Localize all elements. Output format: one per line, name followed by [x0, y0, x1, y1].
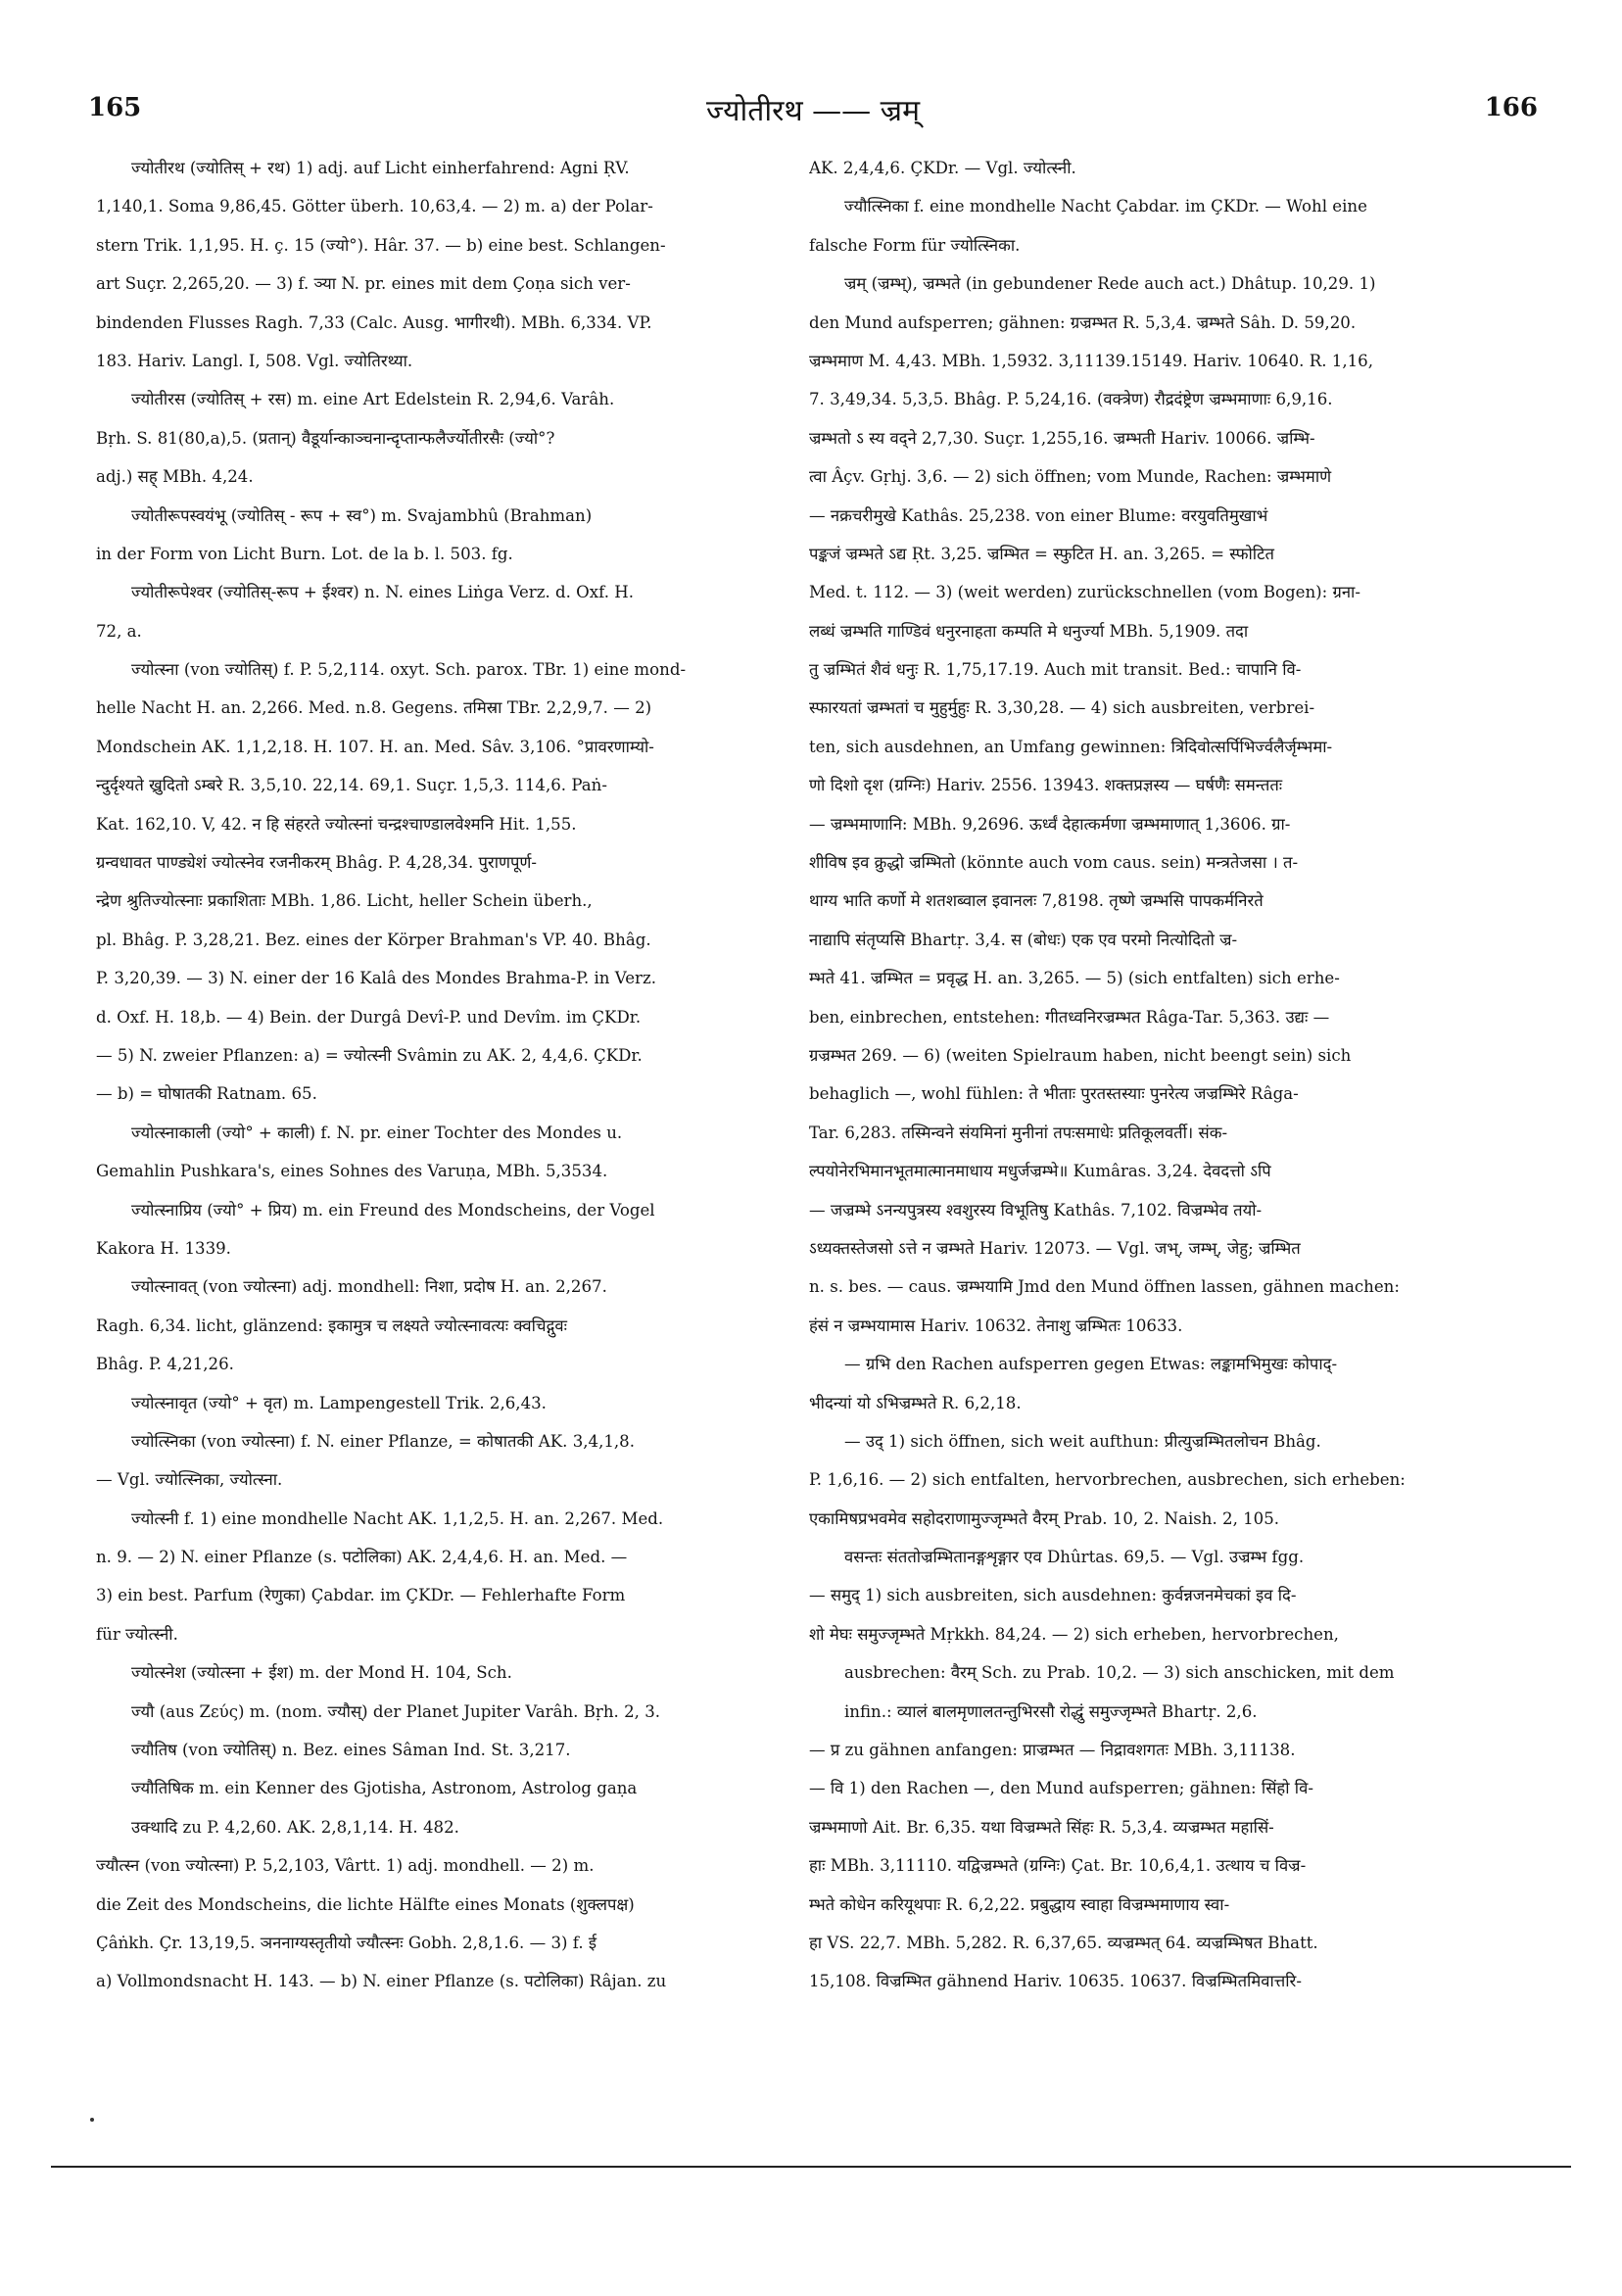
text-line: P. 1,6,16. — 2) sich entfalten, hervorbrechen, ausbrechen, sich erheben:: [809, 1470, 1406, 1490]
text-line: नाद्यापि संतृप्यसि Bhartṛ. 3,4. स (बोधः) एक एव परमो नित्योदितो ज्र-: [809, 930, 1238, 949]
text-line: ज्योत्स्नावत् (von ज्योत्स्ना) adj. mondhell: निशा, प्रदोष H. an. 2,267.: [131, 1277, 607, 1297]
text-line: ज्योत्स्नेश (ज्योत्स्ना + ईश) m. der Mond H. 104, Sch.: [131, 1663, 512, 1683]
text-line: ज्यौ (aus Ζεύς) m. (nom. ज्यौस्) der Planet Jupiter Varâh. Bṛh. 2, 3.: [131, 1701, 661, 1721]
right-column: [809, 149, 1504, 2001]
text-line: — समुद् 1) sich ausbreiten, sich ausdehnen: कुर्वन्नजनमेचकां इव दि-: [809, 1586, 1297, 1605]
text-line: n. s. bes. — caus. ज्रम्भयामि Jmd den Mund öffnen lassen, gähnen machen:: [809, 1277, 1400, 1297]
text-line: शो मेघः समुज्जृम्भते Mṛkkh. 84,24. — 2) sich erheben, hervorbrechen,: [809, 1624, 1339, 1644]
text-line: त्वा Âçv. Gṛhj. 3,6. — 2) sich öffnen; vom Munde, Rachen: ज्रम्भमाणे: [809, 467, 1332, 487]
text-line: न्दुर्दृश्यते ख्रुदितो ऽम्बरे R. 3,5,10. 22,14. 69,1. Suçr. 1,5,3. 114,6. Paṅ-: [96, 776, 607, 795]
text-line: 15,108. विज्रम्भित gähnend Hariv. 10635. 10637. विज्रम्भितमिवात्तरि-: [809, 1972, 1302, 1991]
text-line: 3) ein best. Parfum (रेणुका) Çabdar. im ÇKDr. — Fehlerhafte Form: [96, 1586, 626, 1605]
stray-dot: [90, 2118, 94, 2122]
text-line: behaglich —, wohl fühlen: ते भीताः पुरतस्तस्याः पुनरेत्य जज्रम्भिरे Râga-: [809, 1084, 1299, 1104]
text-line: उक्थादि zu P. 4,2,60. AK. 2,8,1,14. H. 482.: [131, 1817, 459, 1837]
text-line: den Mund aufsperren; gähnen: ग्रज्रम्भत R. 5,3,4. ज्रम्भते Sâh. D. 59,20.: [809, 312, 1357, 332]
text-line: Ragh. 6,34. licht, glänzend: इकामुत्र च लक्ष्यते ज्योत्स्नावत्यः क्वचिद्गुवः: [96, 1315, 567, 1335]
page-number-right: 166: [1484, 93, 1538, 122]
text-line: d. Oxf. H. 18,b. — 4) Bein. der Durgâ Devî-P. und Devîm. im ÇKDr.: [96, 1007, 642, 1027]
text-line: — Vgl. ज्योत्स्निका, ज्योत्स्ना.: [96, 1470, 283, 1490]
text-line: ज्योतीरथ (ज्योतिस् + रथ) 1) adj. auf Licht einherfahrend: Agni ṚV.: [131, 159, 630, 177]
text-line: art Suçr. 2,265,20. — 3) f. ञ्या N. pr. eines mit dem Çoṇa sich ver-: [96, 274, 631, 294]
text-line: ल्पयोनेरभिमानभूतमात्मानमाधाय मधुर्जज्रम्भे॥ Kumâras. 3,24. देवदत्तो ऽपि: [809, 1162, 1271, 1181]
text-line: ज्यौत्स्निका f. eine mondhelle Nacht Çabdar. im ÇKDr. — Wohl eine: [844, 197, 1367, 216]
text-line: थाग्य भाति कर्णो मे शतशब्वाल इवानलः 7,8198. तृष्णे ज्रम्भसि पापकर्मनिरते: [809, 891, 1264, 911]
text-line: ज्योत्स्नाप्रिय (ज्यो° + प्रिय) m. ein Freund des Mondscheins, der Vogel: [131, 1200, 655, 1220]
text-line: n. 9. — 2) N. einer Pflanze (s. पटोलिका) AK. 2,4,4,6. H. an. Med. —: [96, 1548, 628, 1567]
text-line: 7. 3,49,34. 5,3,5. Bhâg. P. 5,24,16. (वक्त्रेण) रौद्रदंष्ट्रेण ज्रम्भमाणाः 6,9,16.: [809, 390, 1333, 409]
text-line: adj.) सह् MBh. 4,24.: [96, 467, 254, 487]
text-line: ज्यौतिष (von ज्योतिस्) n. Bez. eines Sâman Ind. St. 3,217.: [131, 1741, 571, 1760]
text-line: एकामिषप्रभवमेव सहोदराणामुज्जृम्भते वैरम् Prab. 10, 2. Naish. 2, 105.: [809, 1508, 1280, 1528]
text-line: ज्योतीरूपेश्वर (ज्योतिस्-रूप + ईश्वर) n. N. eines Liṅga Verz. d. Oxf. H.: [131, 583, 634, 602]
text-line: हंसं न ज्रम्भयामास Hariv. 10632. तेनाशु ज्रम्भितः 10633.: [809, 1315, 1183, 1335]
text-line: — जज्रम्भे ऽनन्यपुत्रस्य श्वशुरस्य विभूतिषु Kathâs. 7,102. विज्रम्भेव तयो-: [809, 1200, 1263, 1220]
text-line: — ग्रभि den Rachen aufsperren gegen Etwas: लङ्कामभिमुखः कोपाद्-: [844, 1355, 1338, 1374]
text-line: falsche Form für ज्योत्स्निका.: [809, 235, 1021, 255]
text-line: AK. 2,4,4,6. ÇKDr. — Vgl. ज्योत्स्नी.: [809, 159, 1076, 177]
text-line: pl. Bhâg. P. 3,28,21. Bez. eines der Körper Brahman's VP. 40. Bhâg.: [96, 930, 651, 949]
text-line: लब्धं ज्रम्भति गाण्डिवं धनुरनाहता कम्पति मे धनुर्ज्या MBh. 5,1909. तदा: [809, 621, 1249, 641]
page-header: [88, 93, 1538, 142]
text-line: ben, einbrechen, entstehen: गीतध्वनिरज्रम्भत Râga-Tar. 5,363. उद्यः —: [809, 1007, 1330, 1027]
text-line: infin.: व्यालं बालमृणालतन्तुभिरसौ रोद्धुं समुज्जृम्भते Bhartṛ. 2,6.: [844, 1701, 1258, 1721]
text-line: म्भते 41. ज्रम्भित = प्रवृद्ध H. an. 3,265. — 5) (sich entfalten) sich erhe-: [809, 969, 1340, 988]
text-line: तु ज्रम्भितं शैवं धनुः R. 1,75,17.19. Auch mit transit. Bed.: चापानि वि-: [809, 660, 1302, 680]
text-line: Kakora H. 1339.: [96, 1238, 231, 1258]
text-line: ऽध्यक्तस्तेजसो ऽत्ते न ज्रम्भते Hariv. 12073. — Vgl. जभ्, जम्भ्, जेहु; ज्रम्भित: [809, 1238, 1301, 1258]
text-line: 1,140,1. Soma 9,86,45. Götter überh. 10,63,4. — 2) m. a) der Polar-: [96, 197, 653, 216]
text-line: ausbrechen: वैरम् Sch. zu Prab. 10,2. — 3) sich anschicken, mit dem: [844, 1663, 1395, 1683]
text-line: Kat. 162,10. V, 42. न हि संहरते ज्योत्स्नां चन्द्रश्चाण्डालवेश्मनि Hit. 1,55.: [96, 814, 577, 834]
text-line: P. 3,20,39. — 3) N. einer der 16 Kalâ des Mondes Brahma-P. in Verz.: [96, 969, 656, 988]
text-line: in der Form von Licht Burn. Lot. de la b. l. 503. fg.: [96, 544, 513, 563]
left-column: [96, 149, 791, 2001]
page-number-left: 165: [88, 93, 142, 122]
text-line: ज्रम्भतो ऽ स्य वद्ने 2,7,30. Suçr. 1,255,16. ज्रम्भती Hariv. 10066. ज्रम्भि-: [809, 428, 1315, 448]
text-line: a) Vollmondsnacht H. 143. — b) N. einer Pflanze (s. पटोलिका) Râjan. zu: [96, 1972, 667, 1991]
text-line: Çâṅkh. Çr. 13,19,5. ञननाग्यस्तृतीयो ज्यौत्स्नः Gobh. 2,8,1.6. — 3) f. ई: [96, 1933, 597, 1952]
text-line: ज्योतीरस (ज्योतिस् + रस) m. eine Art Edelstein R. 2,94,6. Varâh.: [131, 390, 615, 409]
text-line: हा VS. 22,7. MBh. 5,282. R. 6,37,65. व्यज्रम्भत् 64. व्यज्रम्भिषत Bhatt.: [809, 1933, 1318, 1952]
text-line: ज्यौत्स्न (von ज्योत्स्ना) P. 5,2,103, Vârtt. 1) adj. mondhell. — 2) m.: [96, 1856, 595, 1876]
text-line: Tar. 6,283. तस्मिन्वने संयमिनां मुनीनां तपःसमाधेः प्रतिकूलवर्ती। संक-: [809, 1123, 1228, 1142]
text-line: न्द्रेण श्रुतिज्योत्स्नाः प्रकाशिताः MBh. 1,86. Licht, heller Schein überh.,: [96, 891, 593, 911]
text-line: ज्योत्स्नाकाली (ज्यो° + काली) f. N. pr. einer Tochter des Mondes u.: [131, 1123, 623, 1142]
text-line: stern Trik. 1,1,95. H. ç. 15 (ज्यो°). Hâr. 37. — b) eine best. Schlangen-: [96, 235, 666, 255]
text-line: ten, sich ausdehnen, an Umfang gewinnen: त्रिदिवोत्सर्पिभिर्ज्वलैर्जृम्भमा-: [809, 737, 1333, 756]
text-line: हाः MBh. 3,11110. यद्विज्रम्भते (ग्रग्निः) Çat. Br. 10,6,4,1. उत्थाय च विज्र-: [809, 1856, 1307, 1876]
text-line: ज्योत्स्निका (von ज्योत्स्ना) f. N. einer Pflanze, = कोषातकी AK. 3,4,1,8.: [131, 1431, 636, 1451]
text-line: — वि 1) den Rachen —, den Mund aufsperren; gähnen: सिंहो वि-: [809, 1779, 1313, 1798]
text-line: ज्रम्भमाण M. 4,43. MBh. 1,5932. 3,11139.15149. Hariv. 10640. R. 1,16,: [809, 351, 1373, 370]
text-line: ज्योत्स्नावृत (ज्यो° + वृत) m. Lampengestell Trik. 2,6,43.: [131, 1393, 547, 1412]
text-line: Gemahlin Pushkara's, eines Sohnes des Varuṇa, MBh. 5,3534.: [96, 1162, 608, 1181]
text-line: Bṛh. S. 81(80,a),5. (प्रतान्) वैडूर्यान्काञ्चनान्दृप्तान्फलैर्ज्योतीरसैः (ज्यो°?: [96, 428, 555, 448]
text-line: ज्योत्स्ना (von ज्योतिस्) f. P. 5,2,114. oxyt. Sch. parox. TBr. 1) eine mond-: [131, 660, 687, 680]
text-line: für ज्योत्स्नी.: [96, 1624, 178, 1644]
text-line: म्भते कोधेन करियूथपाः R. 6,2,22. प्रबुद्धाय स्वाहा विज्रम्भमाणाय स्वा-: [809, 1894, 1230, 1914]
text-line: — 5) N. zweier Pflanzen: a) = ज्योत्स्नी Svâmin zu AK. 2, 4,4,6. ÇKDr.: [96, 1045, 643, 1065]
running-head: ज्योतीरथ —— ज्रम्: [705, 94, 921, 128]
text-line: helle Nacht H. an. 2,266. Med. n.8. Gegens. तमिस्रा TBr. 2,2,9,7. — 2): [96, 698, 652, 718]
text-line: 72, a.: [96, 621, 142, 641]
text-line: ज्योतीरूपस्वयंभू (ज्योतिस् - रूप + स्व°) m. Svajambhû (Brahman): [131, 505, 593, 525]
text-line: स्फारयतां ज्रम्भतां च मुहुर्मुहुः R. 3,30,28. — 4) sich ausbreiten, verbrei-: [809, 698, 1315, 718]
text-line: — उद् 1) sich öffnen, sich weit aufthun: प्रीत्युज्रम्भितलोचन Bhâg.: [844, 1431, 1321, 1451]
text-line: — b) = घोषातकी Ratnam. 65.: [96, 1084, 317, 1104]
text-line: णो दिशो दृश (ग्रग्निः) Hariv. 2556. 13943. शक्तप्रज्ञस्य — घर्षणैः समन्ततः: [809, 776, 1283, 795]
text-line: Med. t. 112. — 3) (weit werden) zurückschnellen (vom Bogen): ग्रना-: [809, 583, 1360, 602]
text-line: ग्रन्वधावत पाण्ड्येशं ज्योत्स्नेव रजनीकरम् Bhâg. P. 4,28,34. पुराणपूर्ण-: [96, 853, 538, 873]
text-line: die Zeit des Mondscheins, die lichte Hälfte eines Monats (शुक्लपक्ष): [96, 1894, 635, 1914]
text-line: भीदन्यां यो ऽभिज्रम्भते R. 6,2,18.: [809, 1393, 1022, 1412]
text-line: शीविष इव क्रुद्धो ज्रम्भितो (könnte auch vom caus. sein) मन्त्रतेजसा । त-: [809, 853, 1299, 873]
footer-rule: [51, 2166, 1571, 2168]
text-line: — नक्रचरीमुखे Kathâs. 25,238. von einer Blume: वरयुवतिमुखाभं: [809, 505, 1268, 525]
text-line: ज्योत्स्नी f. 1) eine mondhelle Nacht AK. 1,1,2,5. H. an. 2,267. Med.: [131, 1508, 664, 1528]
text-line: bindenden Flusses Ragh. 7,33 (Calc. Ausg. भागीरथी). MBh. 6,334. VP.: [96, 312, 652, 332]
text-line: वसन्तः संततोज्रम्भितानङ्गशृङ्गार एव Dhûrtas. 69,5. — Vgl. उज्रम्भ fgg.: [844, 1548, 1305, 1567]
text-line: — ज्रम्भमाणानि: MBh. 9,2696. ऊर्ध्वं देहात्कर्मणा ज्रम्भमाणात् 1,3606. ग्रा-: [809, 814, 1291, 834]
text-line: ज्रम्भमाणो Ait. Br. 6,35. यथा विज्रम्भते सिंहः R. 5,3,4. व्यज्रम्भत महासिं-: [809, 1817, 1274, 1837]
text-line: Mondschein AK. 1,1,2,18. H. 107. H. an. Med. Sâv. 3,106. °प्रावरणाम्यो-: [96, 737, 654, 756]
text-line: — प्र zu gähnen anfangen: प्राज्रम्भत — निद्रावशगतः MBh. 3,11138.: [809, 1741, 1296, 1760]
text-line: 183. Hariv. Langl. I, 508. Vgl. ज्योतिरथ्या.: [96, 351, 413, 370]
text-line: पङ्कजं ज्रम्भते ऽद्य Ṛt. 3,25. ज्रम्भित = स्फुटित H. an. 3,265. = स्फोटित: [809, 544, 1274, 563]
text-line: ज्रम् (ज्रम्भ्), ज्रम्भते (in gebundener Rede auch act.) Dhâtup. 10,29. 1): [844, 274, 1376, 294]
text-line: ज्यौतिषिक m. ein Kenner des Gjotisha, Astronom, Astrolog gaṇa: [131, 1779, 638, 1798]
text-line: ग्रज्रम्भत 269. — 6) (weiten Spielraum haben, nicht beengt sein) sich: [809, 1045, 1352, 1065]
text-line: Bhâg. P. 4,21,26.: [96, 1355, 234, 1374]
